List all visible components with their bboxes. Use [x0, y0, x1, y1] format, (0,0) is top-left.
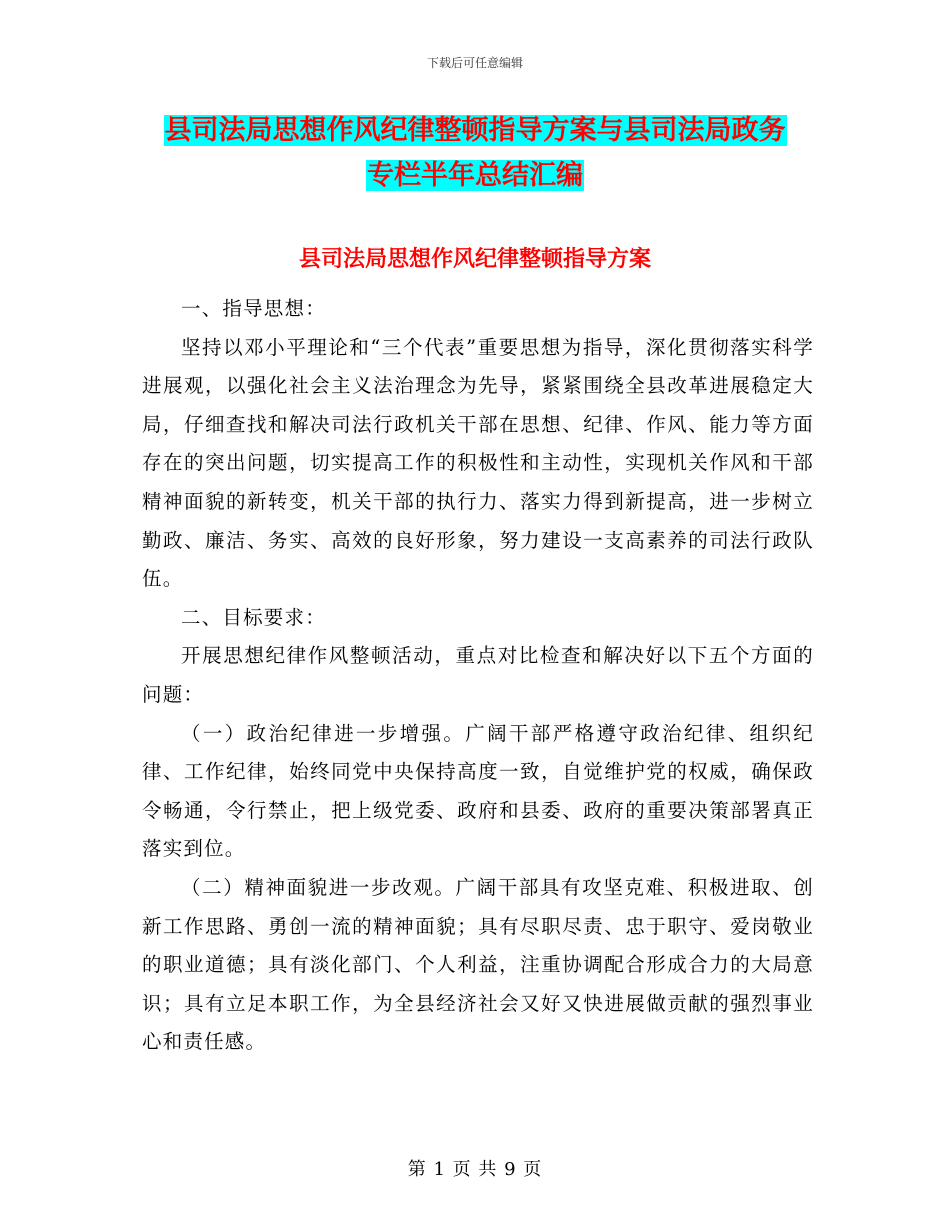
heading-goals: 二、目标要求： — [181, 605, 326, 629]
document-title-line-2-text: 专栏半年总结汇编 — [367, 160, 583, 191]
document-body — [142, 290, 814, 1062]
paragraph-goals-intro: 开展思想纪律作风整顿活动，重点对比检查和解决好以下五个方面的问题： — [142, 644, 814, 706]
page-header-note: 下载后可任意编辑 — [426, 56, 523, 70]
paragraph-goal-2: （二）精神面貌进一步改观。广阔干部具有攻坚克难、积极进取、创新工作思路、勇创一流的精神面貌；具有尽职尽责、忠于职守、爱岗敬业的职业道德；具有淡化部门、个人利益，注重协调配合形成合力的大局意识；具有立足本职工作，为全县经济社会又好又快进展做贡献的强烈事业心和责任感。 — [142, 875, 814, 1054]
paragraph-guiding-ideology: 坚持以邓小平理论和“三个代表”重要思想为指导，深化贯彻落实科学进展观，以强化社会主义法治理念为先导，紧紧围绕全县改革进展稳定大局，仔细查找和解决司法行政机关干部在思想、纪律、作风、能力等方面存在的突出问题，切实提高工作的积极性和主动性，实现机关作风和干部精神面貌的新转变，机关干部的执行力、落实力得到新提高，进一步树立勤政、廉洁、务实、高效的良好形象，努力建设一支高素养的司法行政队伍。 — [142, 335, 814, 591]
heading-guiding-ideology: 一、指导思想： — [181, 297, 326, 320]
section-title: 县司法局思想作风纪律整顿指导方案 — [298, 247, 651, 272]
document-title-line-1 — [140, 108, 810, 154]
document-title-line-2 — [140, 153, 810, 199]
document-title-line-1-text: 县司法局思想作风纪律整顿指导方案与县司法局政务 — [164, 115, 786, 146]
page-footer-indicator: 第 1 页 共 9 页 — [407, 1159, 543, 1180]
paragraph-goal-1: （一）政治纪律进一步增强。广阔干部严格遵守政治纪律、组织纪律、工作纪律，始终同党中央保持高度一致，自觉维护党的权威，确保政令畅通，令行禁止，把上级党委、政府和县委、政府的重要决策部署真正落实到位。 — [142, 721, 814, 861]
